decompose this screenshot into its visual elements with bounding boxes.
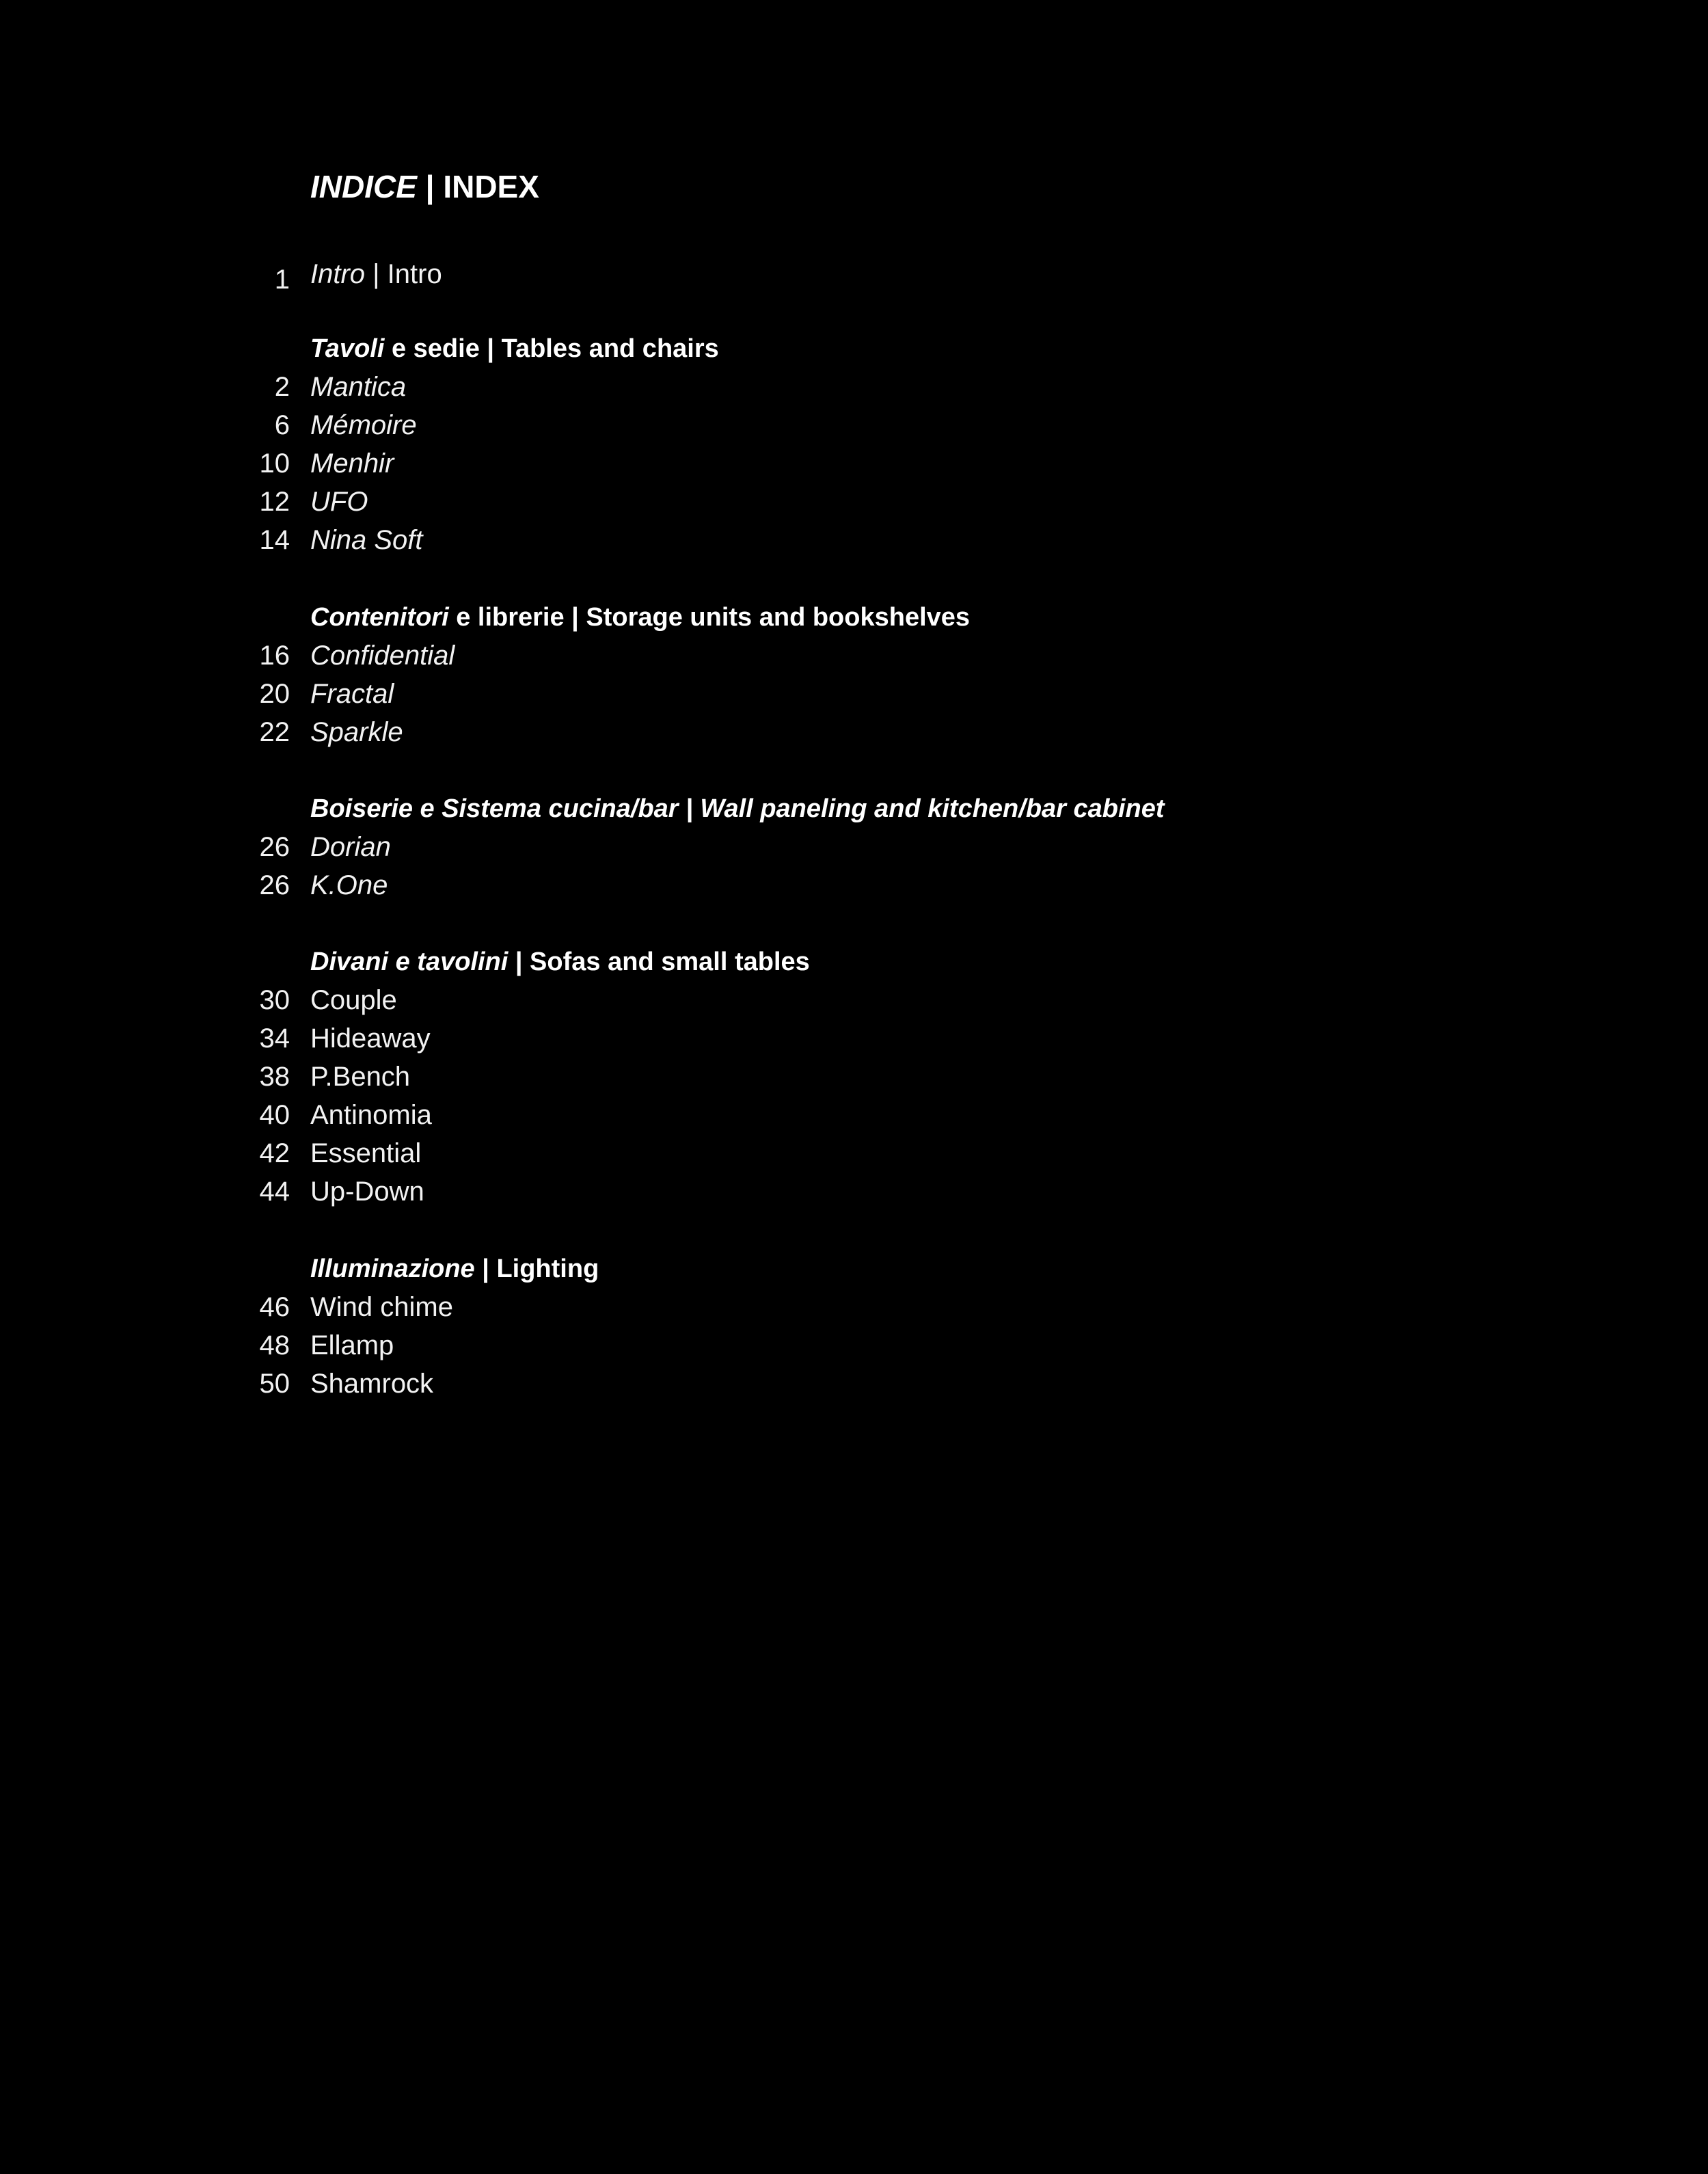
- section-heading-storage: [310, 598, 970, 636]
- page-title-italic: INDICE: [310, 169, 417, 204]
- section-heading-rest: | Sofas and small tables: [508, 948, 810, 976]
- toc-entry-label-rest: | Intro: [365, 259, 442, 289]
- toc-entry-label: Fractal: [310, 679, 394, 709]
- toc-page-number: 46: [259, 1292, 290, 1322]
- section-heading-wall-paneling: [310, 790, 1165, 828]
- toc-page-number: 44: [259, 1177, 290, 1207]
- toc-page-number: 16: [259, 641, 290, 671]
- section-heading-tables-chairs: [310, 330, 719, 368]
- section-heading-italic: Boiserie e Sistema cucina/bar | Wall paneling and kitchen/bar cabinet: [310, 794, 1165, 823]
- toc-entry-label: Sparkle: [310, 717, 403, 747]
- toc-entry-label: K.One: [310, 870, 388, 900]
- section-heading-italic: Tavoli: [310, 334, 385, 363]
- toc-entry-label: Hideaway: [310, 1023, 431, 1054]
- section-heading-italic: Illuminazione: [310, 1254, 475, 1283]
- toc-entry-label: UFO: [310, 487, 368, 517]
- page-title: [310, 166, 539, 207]
- section-heading-rest: | Lighting: [474, 1254, 599, 1283]
- toc-entry-label: Up-Down: [310, 1177, 424, 1207]
- toc-entry-label: Mantica: [310, 372, 407, 402]
- toc-entry-label: Shamrock: [310, 1369, 434, 1399]
- section-heading-italic: Divani e tavolini: [310, 948, 509, 976]
- toc-page-number: 6: [274, 410, 290, 440]
- toc-page-number: 20: [259, 679, 290, 709]
- toc-entry-label: [310, 255, 442, 293]
- section-heading-sofas: [310, 943, 810, 981]
- toc-page-number: 34: [259, 1023, 290, 1054]
- toc-entry-label: Essential: [310, 1138, 422, 1168]
- section-heading-italic: Contenitori: [310, 603, 449, 632]
- toc-page-number: 50: [259, 1369, 290, 1399]
- toc-page-number: 1: [274, 265, 290, 295]
- toc-page-number: 10: [259, 448, 290, 479]
- section-heading-rest: e sedie | Tables and chairs: [384, 334, 719, 363]
- toc-entry-label: Menhir: [310, 448, 394, 479]
- toc-entry-label: Nina Soft: [310, 525, 423, 555]
- toc-page-number: 22: [259, 717, 290, 747]
- toc-page-number: 48: [259, 1330, 290, 1360]
- toc-entry-label: Antinomia: [310, 1100, 432, 1130]
- toc-entry-label: Mémoire: [310, 410, 417, 440]
- section-heading-lighting: [310, 1250, 599, 1288]
- section-heading-rest: e librerie | Storage units and bookshelves: [448, 603, 971, 632]
- toc-page-number: 40: [259, 1100, 290, 1130]
- toc-page-number: 38: [259, 1062, 290, 1092]
- toc-page-number: 26: [259, 870, 290, 900]
- toc-page-number: 12: [259, 487, 290, 517]
- toc-entry-label: P.Bench: [310, 1062, 411, 1092]
- page-title-rest: | INDEX: [416, 169, 539, 204]
- toc-page-number: 42: [259, 1138, 290, 1168]
- toc-page-number: 26: [259, 832, 290, 862]
- toc-page-number: 2: [274, 372, 290, 402]
- toc-entry-label: Dorian: [310, 832, 391, 862]
- toc-entry-label: Wind chime: [310, 1292, 453, 1322]
- toc-entry-label-italic: Intro: [310, 259, 366, 289]
- toc-page-number: 30: [259, 985, 290, 1015]
- toc-entry-label: Confidential: [310, 641, 455, 671]
- toc-entry-label: Couple: [310, 985, 397, 1015]
- toc-entry-label: Ellamp: [310, 1330, 394, 1360]
- toc-page-number: 14: [259, 525, 290, 555]
